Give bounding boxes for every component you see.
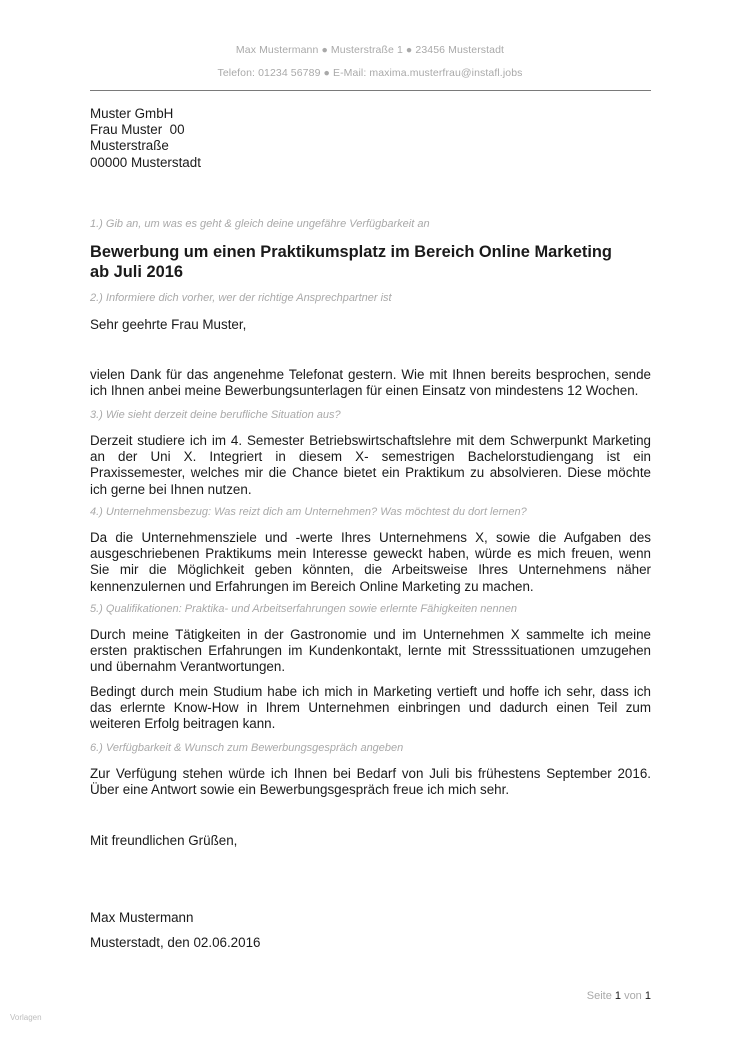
sender-address-line: Max Mustermann ● Musterstraße 1 ● 23456 Musterstadt xyxy=(235,44,505,56)
salutation: Sehr geehrte Frau Muster, xyxy=(90,317,247,332)
paragraph-company xyxy=(90,530,651,595)
tip-3: 3.) Wie sieht derzeit deine berufliche Situation aus? xyxy=(90,409,341,421)
tip-1: 1.) Gib an, um was es geht & gleich deine ungefähre Verfügbarkeit an xyxy=(90,218,430,230)
paragraph-line: Zur Verfügung stehen würde ich Ihnen bei Bedarf von Juli bis frühestens September 2016. xyxy=(90,766,651,781)
paragraph-line: ersten praktischen Erfahrungen im Kundenkontakt, lernte mit Stresssituationen umzugehen xyxy=(90,643,651,659)
closing: Mit freundlichen Grüßen, xyxy=(90,833,238,848)
header-divider xyxy=(90,90,651,91)
page-of-label: von xyxy=(624,990,642,1002)
paragraph-line: Bedingt durch mein Studium habe ich mich in Marketing vertieft und hoffe ich sehr, dass ich xyxy=(90,684,651,699)
paragraph-line: Da die Unternehmensziele und -werte Ihres Unternehmens X, sowie die Aufgaben des xyxy=(90,530,651,545)
paragraph-line: vielen Dank für das angenehme Telefonat gestern. Wie mit Ihnen bereits besprochen, sende xyxy=(90,367,651,382)
paragraph-line: Derzeit studiere ich im 4. Semester Betriebswirtschaftslehre mit dem Schwerpunkt Marketing xyxy=(90,433,651,448)
paragraph-line: Sie mir die Möglichkeit geben könnten, die Arbeitsweise Ihres Unternehmens näher xyxy=(90,562,651,578)
page-number xyxy=(587,990,651,1002)
paragraph-studies xyxy=(90,684,651,733)
sender-contact-line: Telefon: 01234 56789 ● E-Mail: maxima.musterfrau@instafl.jobs xyxy=(217,67,523,79)
tip-6: 6.) Verfügbarkeit & Wunsch zum Bewerbungsgespräch angeben xyxy=(90,742,404,754)
paragraph-situation xyxy=(90,433,651,498)
paragraph-experience xyxy=(90,627,651,676)
tip-2: 2.) Informiere dich vorher, wer der richtige Ansprechpartner ist xyxy=(90,292,392,304)
subject-line-2: ab Juli 2016 xyxy=(90,262,183,281)
tip-5: 5.) Qualifikationen: Praktika- und Arbeitserfahrungen sowie erlernte Fähigkeiten nennen xyxy=(90,603,518,615)
total-pages: 1 xyxy=(644,990,651,1002)
subject-line-1: Bewerbung um einen Praktikumsplatz im Bereich Online Marketing xyxy=(90,243,612,261)
subject-line xyxy=(90,243,651,282)
recipient-address xyxy=(90,106,201,171)
paragraph-line: das erlernte Know-How in Ihrem Unternehmen einbringen und dadurch einen Teil zum xyxy=(90,700,651,716)
paragraph-line: Praxissemester, welches mir die Chance bietet ein Praktikum zu absolvieren. Diese möchte xyxy=(90,465,651,481)
paragraph-line: ich Ihnen anbei meine Bewerbungsunterlagen für einen Einsatz von mindestens 12 Wochen. xyxy=(90,383,639,399)
paragraph-line: ausgeschriebenen Praktikums mein Interesse geweckt haben, würde es mich freuen, wenn xyxy=(90,546,651,562)
paragraph-line: Über eine Antwort sowie ein Bewerbungsgespräch freue ich mich sehr. xyxy=(90,782,510,798)
tip-4: 4.) Unternehmensbezug: Was reizt dich am Unternehmen? Was möchtest du dort lernen? xyxy=(90,506,527,518)
signature-name: Max Mustermann xyxy=(90,910,194,925)
page-label: Seite xyxy=(586,990,612,1002)
paragraph-line: Durch meine Tätigkeiten in der Gastronomie und im Unternehmen X sammelte ich meine xyxy=(90,627,651,642)
current-page: 1 xyxy=(614,990,621,1002)
watermark: Vorlagen xyxy=(10,1013,42,1022)
recipient-street: Musterstraße xyxy=(90,138,169,154)
recipient-person: Frau Muster 00 xyxy=(90,122,185,138)
recipient-city: 00000 Musterstadt xyxy=(90,154,201,170)
recipient-company: Muster GmbH xyxy=(90,106,174,121)
paragraph-line: an der Uni X. Integriert in diesem X- semestrigen Bachelorstudiengang ist ein xyxy=(90,449,651,465)
paragraph-line: ich gerne bei Ihnen nutzen. xyxy=(90,481,252,497)
place-date: Musterstadt, den 02.06.2016 xyxy=(90,935,261,950)
paragraph-line: und übernahm Verantwortungen. xyxy=(90,659,286,675)
paragraph-line: weiteren Erfolg beitragen kann. xyxy=(90,716,276,732)
paragraph-line: kennenzulernen und Erfahrungen im Bereich Online Marketing zu machen. xyxy=(90,578,534,594)
paragraph-intro xyxy=(90,367,651,399)
paragraph-availability xyxy=(90,766,651,798)
